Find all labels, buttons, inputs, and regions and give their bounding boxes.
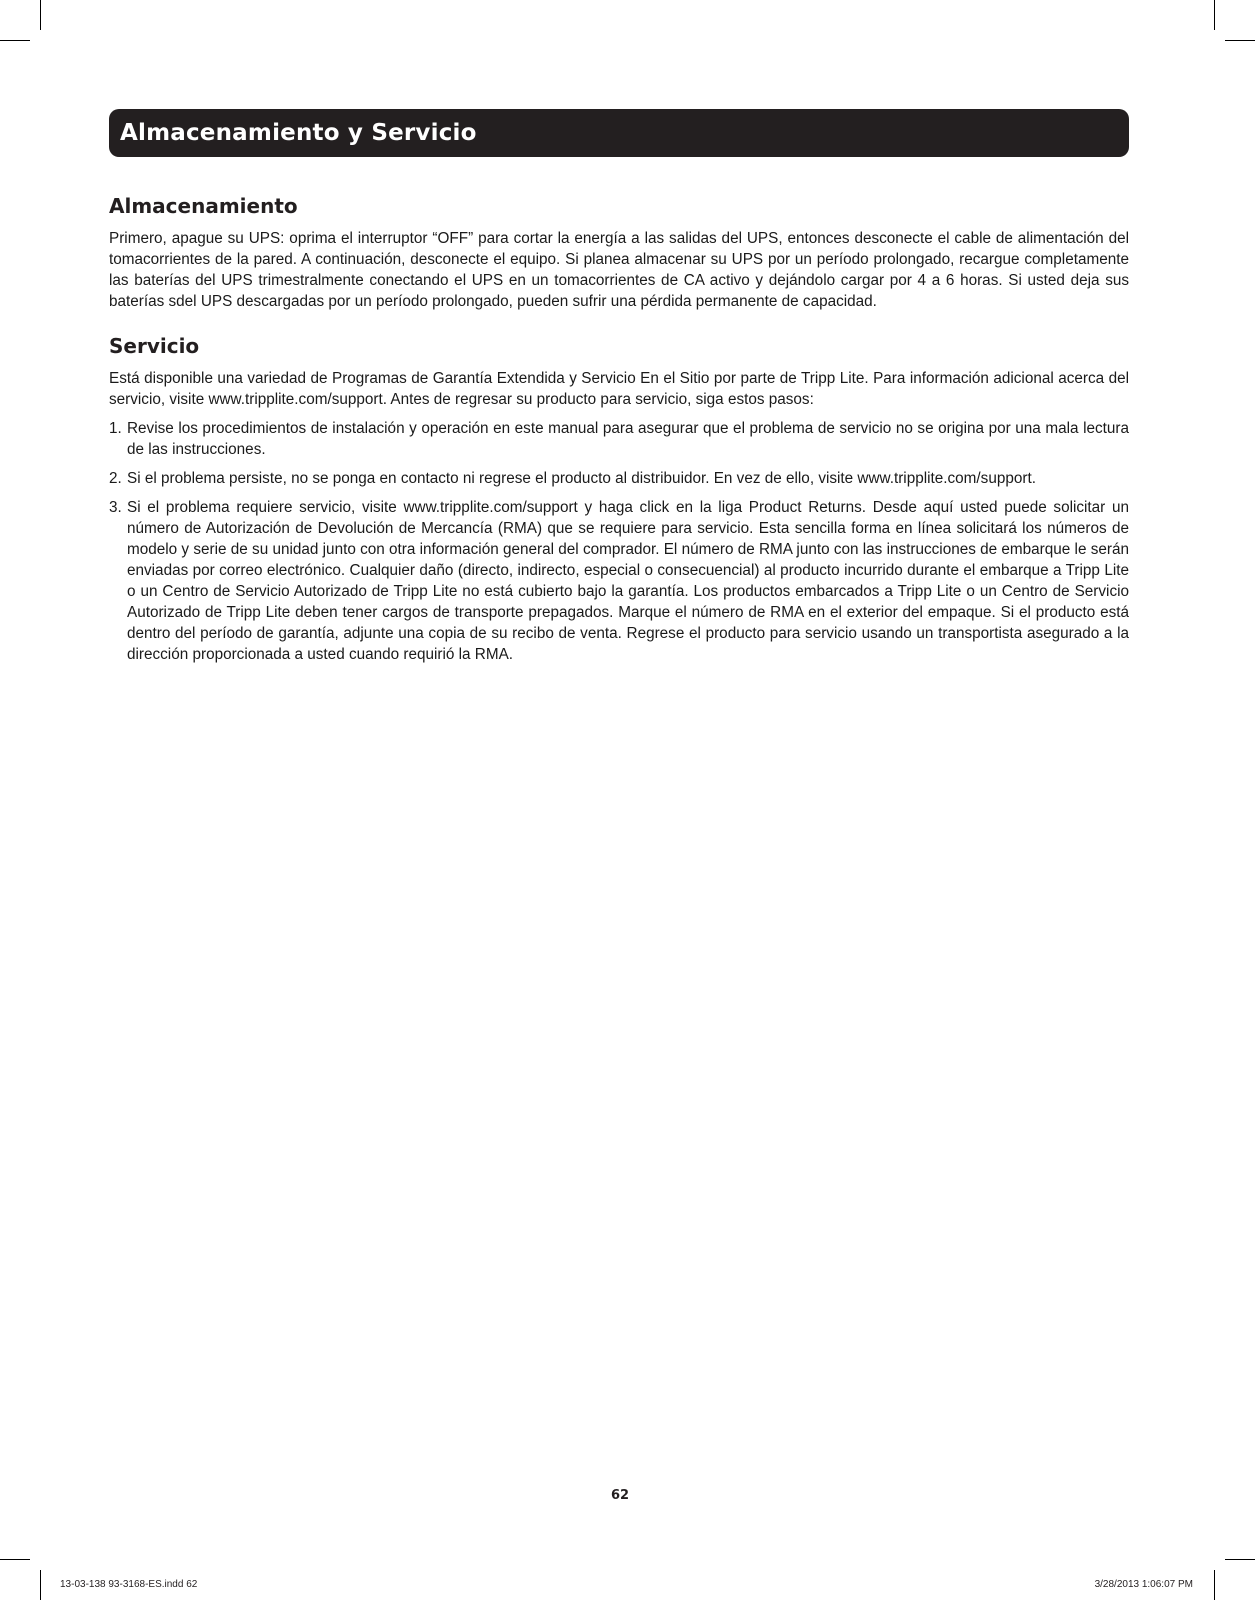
storage-heading: Almacenamiento: [109, 194, 298, 218]
banner-title: Almacenamiento y Servicio: [120, 120, 477, 146]
step-number: 3.: [109, 499, 122, 516]
crop-mark-bottom-right: [1214, 1570, 1215, 1600]
crop-mark-top-left-h: [0, 40, 30, 41]
print-slug-date: 3/28/2013 1:06:07 PM: [1094, 1579, 1193, 1590]
crop-mark-top-left: [40, 0, 41, 30]
page-number: 62: [610, 1488, 630, 1503]
service-step-2: [109, 468, 1129, 489]
storage-body: Primero, apague su UPS: oprima el interruptor “OFF” para cortar la energía a las salidas del UPS, entonces desconecte el cable de alimentación del tomacorrientes de la pared. A continuación, desconecte el equipo. Si planea almacenar su UPS por un período prolongado, recargue completamente las baterías del UPS trimestralmente conectando el UPS en un tomacorrientes de CA activo y dejándolo cargar por 4 a 6 horas. Si usted deja sus baterías sdel UPS descargadas por un período prolongado, pueden sufrir una pérdida permanente de capacidad.: [109, 230, 1129, 310]
crop-mark-top-right-h: [1225, 40, 1255, 41]
step-text: Si el problema persiste, no se ponga en contacto ni regrese el producto al distribuidor. En vez de ello, visite www.tripplite.com/support.: [127, 470, 1036, 487]
crop-mark-bottom-left-h: [0, 1559, 30, 1560]
service-section: [109, 330, 1129, 665]
storage-section: [109, 190, 1129, 312]
service-heading: Servicio: [109, 334, 200, 358]
service-step-1: [109, 418, 1129, 460]
service-steps-list: [109, 418, 1129, 665]
service-step-3: [109, 497, 1129, 665]
section-banner: [109, 109, 1129, 157]
step-number: 1.: [109, 420, 122, 437]
print-slug-file: 13-03-138 93-3168-ES.indd 62: [60, 1579, 198, 1590]
step-text: Si el problema requiere servicio, visite www.tripplite.com/support y haga click en la liga Product Returns. Desde aquí usted puede solicitar un número de Autorización de Devolución de Mercancía (RMA) que se requiere para servicio. Esta sencilla forma en línea solicitará los números de modelo y serie de su unidad junto con otra información general del comprador. El número de RMA junto con las instrucciones de embarque le serán enviadas por correo electrónico. Cualquier daño (directo, indirecto, especial o consecuencial) al producto incurrido durante el embarque a Tripp Lite o un Centro de Servicio Autorizado de Tripp Lite no está cubierto bajo la garantía. Los productos embarcados a Tripp Lite o un Centro de Servicio Autorizado de Tripp Lite deben tener cargos de transporte prepagados. Marque el número de RMA en el exterior del empaque. Si el producto está dentro del período de garantía, adjunte una copia de su recibo de venta. Regrese el producto para servicio usando un transportista asegurado a la dirección proporcionada a usted cuando requirió la RMA.: [127, 499, 1129, 663]
page-content: [109, 190, 1129, 673]
crop-mark-bottom-right-h: [1225, 1559, 1255, 1560]
crop-mark-bottom-left: [40, 1570, 41, 1600]
step-text: Revise los procedimientos de instalación y operación en este manual para asegurar que el problema de servicio no se origina por una mala lectura de las instrucciones.: [127, 420, 1129, 458]
service-intro: Está disponible una variedad de Programas de Garantía Extendida y Servicio En el Sitio por parte de Tripp Lite. Para información adicional acerca del servicio, visite www.tripplite.com/support. Antes de regresar su producto para servicio, siga estos pasos:: [109, 370, 1129, 408]
step-number: 2.: [109, 470, 122, 487]
crop-mark-top-right: [1214, 0, 1215, 30]
